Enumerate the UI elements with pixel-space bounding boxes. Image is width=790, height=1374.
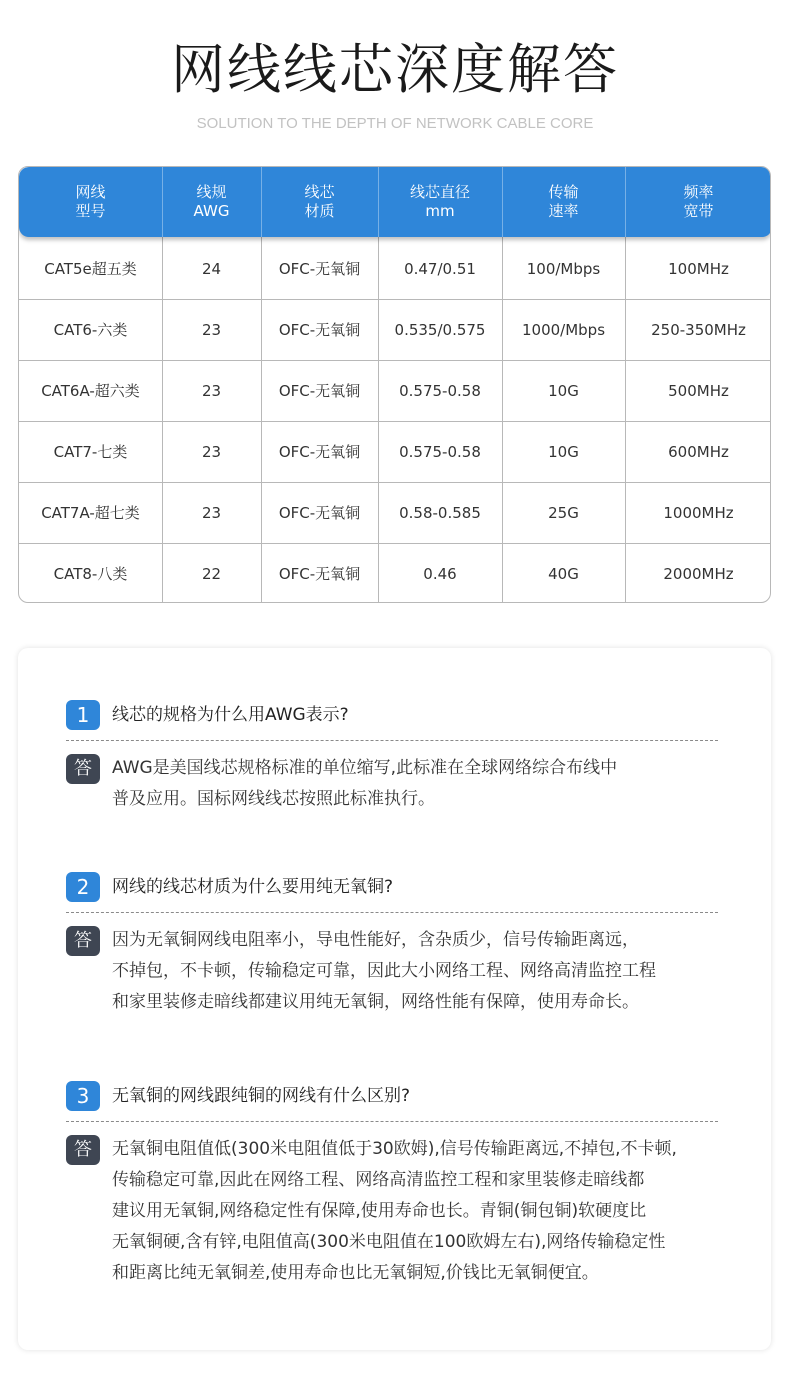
table-cell: 25G bbox=[548, 503, 579, 522]
page-subtitle: SOLUTION TO THE DEPTH OF NETWORK CABLE CORE bbox=[196, 115, 594, 132]
table-cell: 100/Mbps bbox=[526, 259, 601, 278]
table-cell: 500MHz bbox=[668, 381, 729, 400]
table-cell: 24 bbox=[201, 259, 222, 278]
answer-line: 不掉包，不卡顿，传输稳定可靠，因此大小网络工程、网络高清监控工程 bbox=[112, 961, 656, 981]
table-cell: 2000MHz bbox=[663, 564, 734, 583]
table-row bbox=[19, 421, 771, 482]
row-divider bbox=[19, 482, 771, 483]
answer-text bbox=[112, 1134, 732, 1289]
dashed-divider bbox=[66, 1121, 718, 1122]
table-cell: 0.46 bbox=[423, 564, 457, 583]
table-cell: CAT5e超五类 bbox=[44, 260, 137, 278]
answer-line: 建议用无氧铜,网络稳定性有保障,使用寿命也长。青铜(铜包铜)软硬度比 bbox=[112, 1201, 647, 1221]
table-cell: 23 bbox=[201, 442, 222, 461]
table-cell: OFC-无氧铜 bbox=[278, 260, 361, 278]
header-divider bbox=[162, 167, 163, 237]
answer-line: 传输稳定可靠,因此在网络工程、网络高清监控工程和家里装修走暗线都 bbox=[112, 1170, 645, 1190]
table-cell: CAT6-六类 bbox=[53, 321, 128, 339]
row-divider bbox=[19, 543, 771, 544]
table-cell: 10G bbox=[548, 442, 579, 461]
table-cell: 22 bbox=[201, 564, 222, 583]
spec-table bbox=[18, 166, 771, 603]
faq-question bbox=[66, 872, 720, 902]
table-cell: CAT8-八类 bbox=[53, 565, 128, 583]
answer-text bbox=[112, 753, 732, 815]
faq-card bbox=[18, 648, 771, 1350]
answer-badge: 答 bbox=[66, 1135, 100, 1165]
column-header: 网线 型号 bbox=[75, 183, 106, 220]
table-cell: 100MHz bbox=[668, 259, 729, 278]
table-cell: 23 bbox=[201, 503, 222, 522]
table-cell: 40G bbox=[548, 564, 579, 583]
table-cell: CAT6A-超六类 bbox=[41, 382, 140, 400]
question-number-badge: 2 bbox=[66, 872, 100, 902]
answer-text bbox=[112, 925, 732, 1018]
table-row bbox=[19, 482, 771, 543]
table-cell: 0.58-0.585 bbox=[399, 503, 481, 522]
header-divider bbox=[261, 167, 262, 237]
table-cell: OFC-无氧铜 bbox=[278, 382, 361, 400]
question-text: 无氧铜的网线跟纯铜的网线有什么区别? bbox=[112, 1086, 411, 1106]
column-header: 线芯直径 mm bbox=[409, 183, 470, 220]
table-row bbox=[19, 360, 771, 421]
table-cell: 0.47/0.51 bbox=[404, 259, 476, 278]
table-cell: OFC-无氧铜 bbox=[278, 565, 361, 583]
table-cell: OFC-无氧铜 bbox=[278, 443, 361, 461]
faq-question bbox=[66, 1081, 720, 1111]
question-number-badge: 1 bbox=[66, 700, 100, 730]
column-header: 频率 宽带 bbox=[683, 183, 714, 220]
answer-badge: 答 bbox=[66, 926, 100, 956]
table-cell: CAT7-七类 bbox=[53, 443, 128, 461]
answer-line: 和距离比纯无氧铜差,使用寿命也比无氧铜短,价钱比无氧铜便宜。 bbox=[112, 1263, 599, 1283]
table-row bbox=[19, 543, 771, 603]
row-divider bbox=[19, 360, 771, 361]
answer-line: 无氧铜硬,含有锌,电阻值高(300米电阻值在100欧姆左右),网络传输稳定性 bbox=[112, 1232, 666, 1252]
table-header bbox=[19, 167, 771, 237]
table-cell: 0.575-0.58 bbox=[399, 442, 481, 461]
table-cell: 0.575-0.58 bbox=[399, 381, 481, 400]
column-header: 传输 速率 bbox=[548, 183, 579, 220]
table-cell: 0.535/0.575 bbox=[394, 320, 486, 339]
row-divider bbox=[19, 421, 771, 422]
table-cell: CAT7A-超七类 bbox=[41, 504, 140, 522]
table-cell: 10G bbox=[548, 381, 579, 400]
table-row bbox=[19, 299, 771, 360]
dashed-divider bbox=[66, 912, 718, 913]
answer-line: AWG是美国线芯规格标准的单位缩写,此标准在全球网络综合布线中 bbox=[112, 758, 618, 778]
header-divider bbox=[378, 167, 379, 237]
table-cell: OFC-无氧铜 bbox=[278, 504, 361, 522]
header-divider bbox=[502, 167, 503, 237]
faq-question bbox=[66, 700, 720, 730]
table-row bbox=[19, 238, 771, 299]
question-text: 网线的线芯材质为什么要用纯无氧铜? bbox=[112, 877, 394, 897]
question-text: 线芯的规格为什么用AWG表示? bbox=[112, 705, 349, 725]
question-number-badge: 3 bbox=[66, 1081, 100, 1111]
answer-badge: 答 bbox=[66, 754, 100, 784]
dashed-divider bbox=[66, 740, 718, 741]
table-cell: 1000/Mbps bbox=[521, 320, 606, 339]
answer-line: 因为无氧铜网线电阻率小，导电性能好，含杂质少，信号传输距离远， bbox=[112, 930, 639, 950]
table-cell: 23 bbox=[201, 381, 222, 400]
table-cell: 250-350MHz bbox=[651, 320, 746, 339]
table-cell: OFC-无氧铜 bbox=[278, 321, 361, 339]
page-title: 网线线芯深度解答 bbox=[171, 38, 619, 101]
table-cell: 23 bbox=[201, 320, 222, 339]
answer-line: 无氧铜电阻值低(300米电阻值低于30欧姆),信号传输距离远,不掉包,不卡顿, bbox=[112, 1139, 677, 1159]
row-divider bbox=[19, 299, 771, 300]
table-cell: 1000MHz bbox=[663, 503, 734, 522]
table-cell: 600MHz bbox=[668, 442, 729, 461]
column-header: 线规 AWG bbox=[193, 183, 230, 220]
column-header: 线芯 材质 bbox=[304, 183, 335, 220]
header-divider bbox=[625, 167, 626, 237]
answer-line: 普及应用。国标网线线芯按照此标准执行。 bbox=[112, 789, 435, 809]
answer-line: 和家里装修走暗线都建议用纯无氧铜，网络性能有保障，使用寿命长。 bbox=[112, 992, 639, 1012]
